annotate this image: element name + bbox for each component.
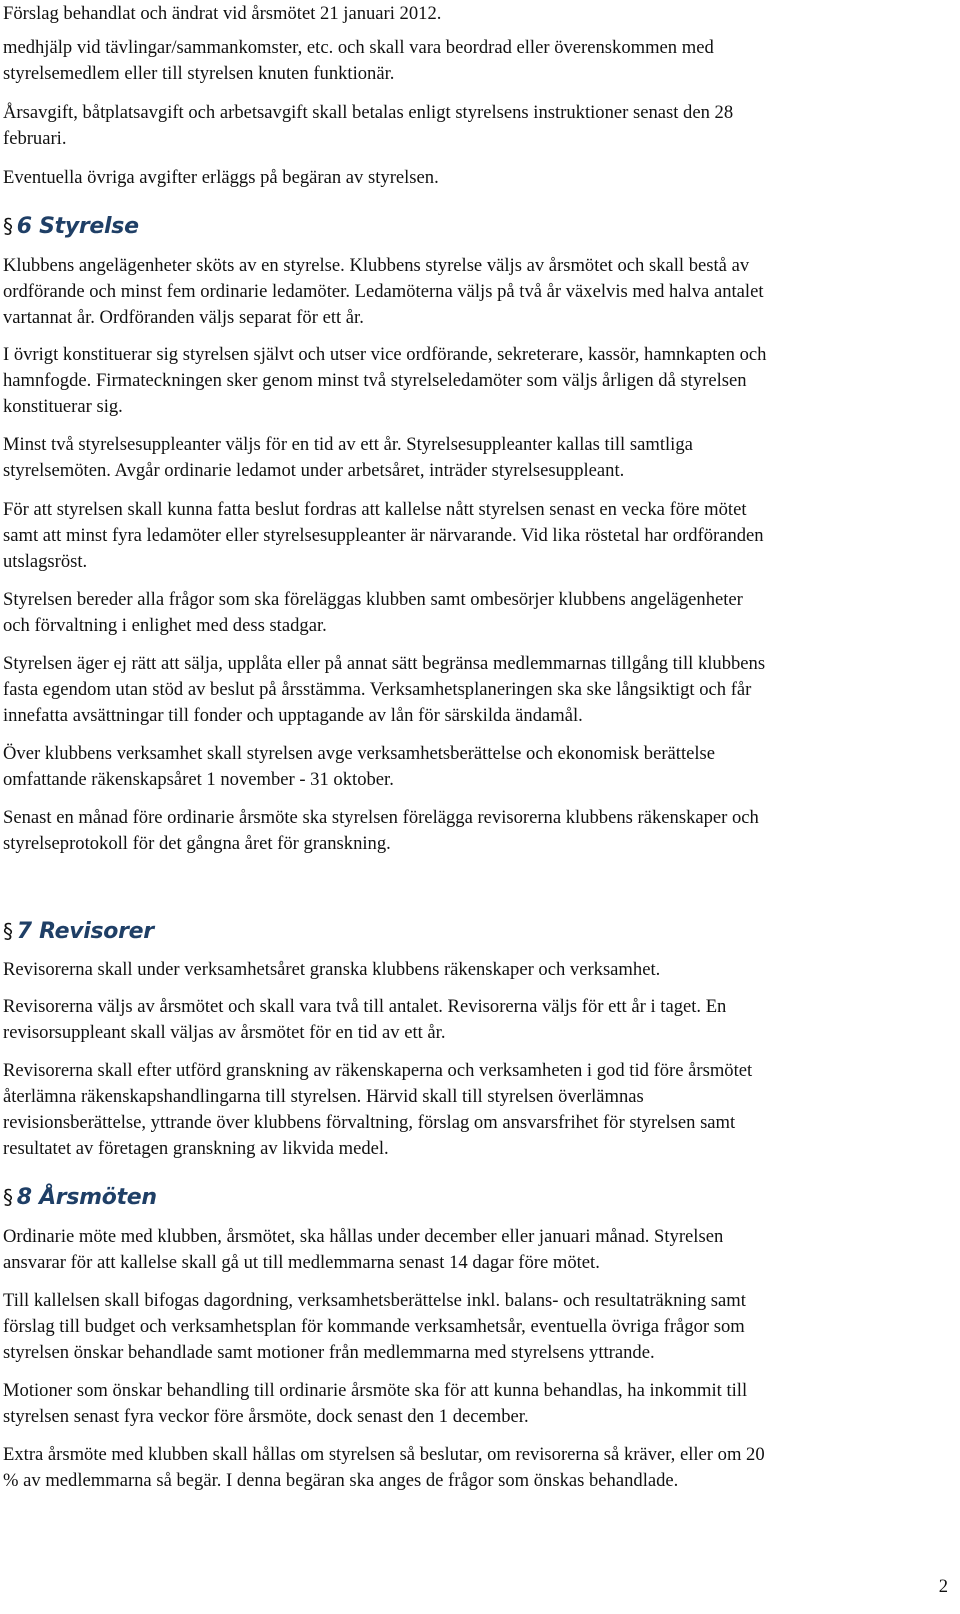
text-line: I övrigt konstituerar sig styrelsen självt och utser vice ordförande, sekreterare, kassör, hamnkapten och xyxy=(3,344,767,365)
text-line: och förvaltning i enlighet med dess stadgar. xyxy=(3,615,327,636)
text-line: revisionsberättelse, yttrande över klubbens förvaltning, förslag om ansvarsfrihet för styrelsen samt xyxy=(3,1112,736,1133)
page-number: 2 xyxy=(938,1576,948,1597)
text-line: konstituerar sig. xyxy=(3,396,123,417)
text-line: styrelsemöten. Avgår ordinarie ledamot under arbetsåret, inträder styrelsesuppleant. xyxy=(3,460,625,481)
section-title: 7 Revisorer xyxy=(16,919,154,944)
text-line: Minst två styrelsesuppleanter väljs för en tid av ett år. Styrelsesuppleanter kallas till samtliga xyxy=(3,434,693,455)
text-line: resultatet av företagen granskning av likvida medel. xyxy=(3,1138,389,1159)
section-symbol: § xyxy=(3,1185,13,1209)
text-line: innefatta avsättningar till fonder och upptagande av lån för särskilda ändamål. xyxy=(3,705,583,726)
text-line: omfattande räkenskapsåret 1 november - 31 oktober. xyxy=(3,769,394,790)
text-line: Årsavgift, båtplatsavgift och arbetsavgift skall betalas enligt styrelsens instruktioner senast den 28 xyxy=(3,102,734,123)
text-line: Eventuella övriga avgifter erläggs på begäran av styrelsen. xyxy=(3,167,439,188)
text-line: % av medlemmarna så begär. I denna begäran ska anges de frågor som önskas behandlade. xyxy=(3,1470,679,1491)
text-line: ordförande och minst fem ordinarie ledamöter. Ledamöterna väljs på två år växelvis med halva antalet xyxy=(3,281,764,302)
text-line: förslag till budget och verksamhetsplan för kommande verksamhetsår, eventuella övriga frågor som xyxy=(3,1316,745,1337)
text-line: Ordinarie möte med klubben, årsmötet, ska hållas under december eller januari månad. Styrelsen xyxy=(3,1226,724,1247)
text-line: styrelseprotokoll för det gångna året för granskning. xyxy=(3,833,391,854)
text-line: hamnfogde. Firmateckningen sker genom minst två styrelseledamöter som väljs årligen då styrelsen xyxy=(3,370,747,391)
text-line: Revisorerna skall under verksamhetsåret granska klubbens räkenskaper och verksamhet. xyxy=(3,959,661,980)
section-heading-8 xyxy=(3,1185,157,1210)
text-line: februari. xyxy=(3,128,67,149)
text-line: Revisorerna skall efter utförd granskning av räkenskaperna och verksamheten i god tid före årsmötet xyxy=(3,1060,753,1081)
text-line: återlämna räkenskapshandlingarna till styrelsen. Härvid skall till styrelsen överlämnas xyxy=(3,1086,644,1107)
section-title: 6 Styrelse xyxy=(16,214,139,239)
text-line: Motioner som önskar behandling till ordinarie årsmöte ska för att kunna behandlas, ha inkommit till xyxy=(3,1380,748,1401)
text-line: Klubbens angelägenheter sköts av en styrelse. Klubbens styrelse väljs av årsmötet och skall bestå av xyxy=(3,255,750,276)
text-line: Till kallelsen skall bifogas dagordning, verksamhetsberättelse inkl. balans- och resultaträkning samt xyxy=(3,1290,746,1311)
text-line: ansvarar för att kallelse skall gå ut till medlemmarna senast 14 dagar före mötet. xyxy=(3,1252,600,1273)
text-line: Senast en månad före ordinarie årsmöte ska styrelsen förelägga revisorerna klubbens räkenskaper och xyxy=(3,807,759,828)
section-title: 8 Årsmöten xyxy=(16,1185,157,1210)
text-line: Styrelsen äger ej rätt att sälja, upplåta eller på annat sätt begränsa medlemmarnas tillgång till klubbens xyxy=(3,653,766,674)
header-note: Förslag behandlat och ändrat vid årsmötet 21 januari 2012. xyxy=(3,3,442,24)
text-line: Styrelsen bereder alla frågor som ska föreläggas klubben samt ombesörjer klubbens angelägenheter xyxy=(3,589,743,610)
text-line: revisorsuppleant skall väljas av årsmötet för en tid av ett år. xyxy=(3,1022,446,1043)
text-line: vartannat år. Ordföranden väljs separat för ett år. xyxy=(3,307,364,328)
text-line: styrelsen senast fyra veckor före årsmöte, dock senast den 1 december. xyxy=(3,1406,529,1427)
text-line: För att styrelsen skall kunna fatta beslut fordras att kallelse nått styrelsen senast en vecka före mötet xyxy=(3,499,747,520)
text-line: styrelsen önskar behandlade samt motioner från medlemmarna med styrelsens yttrande. xyxy=(3,1342,655,1363)
section-symbol: § xyxy=(3,214,13,238)
section-heading-6 xyxy=(3,214,139,239)
text-line: utslagsröst. xyxy=(3,551,88,572)
text-line: Revisorerna väljs av årsmötet och skall vara två till antalet. Revisorerna väljs för ett år i taget. En xyxy=(3,996,727,1017)
text-line: Över klubbens verksamhet skall styrelsen avge verksamhetsberättelse och ekonomisk berättelse xyxy=(3,743,716,764)
section-symbol: § xyxy=(3,919,13,943)
text-line: samt att minst fyra ledamöter eller styrelsesuppleanter är närvarande. Vid lika röstetal har ordföranden xyxy=(3,525,764,546)
text-line: fasta egendom utan stöd av beslut på årsstämma. Verksamhetsplaneringen ska ske långsiktigt och får xyxy=(3,679,752,700)
section-heading-7 xyxy=(3,919,154,944)
text-line: Extra årsmöte med klubben skall hållas om styrelsen så beslutar, om revisorerna så kräver, eller om 20 xyxy=(3,1444,765,1465)
text-line: styrelsemedlem eller till styrelsen knuten funktionär. xyxy=(3,63,395,84)
text-line: medhjälp vid tävlingar/sammankomster, etc. och skall vara beordrad eller överenskommen med xyxy=(3,37,714,58)
